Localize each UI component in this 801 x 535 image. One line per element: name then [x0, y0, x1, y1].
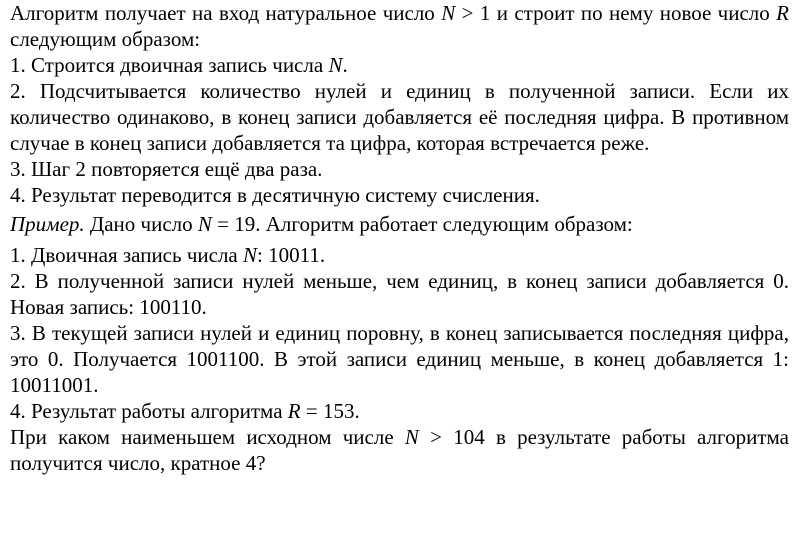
question-paragraph	[10, 424, 789, 476]
intro-paragraph	[10, 0, 789, 52]
example-text-2: = 19. Алгоритм работает следующим образом:	[211, 212, 633, 236]
intro-var-n: N	[441, 1, 456, 25]
example-step-1-prefix: 1. Двоичная запись числа	[10, 243, 243, 267]
intro-text-2: > 1 и строит по нему новое число	[455, 1, 777, 25]
example-step-1-suffix: : 10011.	[257, 243, 326, 267]
example-step-4-prefix: 4. Результат работы алгоритма	[10, 399, 288, 423]
example-text-1: Дано число	[84, 212, 198, 236]
step-2: 2. Подсчитывается количество нулей и единиц в полученной записи. Если их количество одинаково, в конец записи добавляется её последняя цифра. В противном случае в конец записи добавляется та цифра, которая встречается реже.	[10, 79, 789, 155]
example-step-3: 3. В текущей записи нулей и единиц поровну, в конец записывается последняя цифра, это 0. Получается 1001100. В этой записи единиц меньше, в конец добавляется 1: 10011001.	[10, 321, 789, 397]
example-step-4	[10, 398, 789, 424]
example-label: Пример.	[10, 212, 85, 236]
example-var-n: N	[197, 212, 212, 236]
step-1-suffix: .	[342, 53, 348, 77]
intro-text-3: следующим образом:	[10, 27, 201, 51]
example-step-4-suffix: = 153.	[300, 399, 360, 423]
example-heading	[10, 211, 789, 237]
step-1-prefix: 1. Строится двоичная запись числа	[10, 53, 329, 77]
example-step-4-var: R	[287, 399, 301, 423]
question-text-1: При каком наименьшем исходном числе	[10, 425, 405, 449]
step-3: 3. Шаг 2 повторяется ещё два раза.	[10, 157, 323, 181]
intro-text-1: Алгоритм получает на вход натуральное число	[10, 1, 442, 25]
step-1	[10, 52, 789, 78]
question-text-2: > 104 в результате работы алгоритма получится число, кратное 4?	[10, 425, 789, 475]
step-4: 4. Результат переводится в десятичную систему счисления.	[10, 183, 540, 207]
example-step-1	[10, 242, 789, 268]
question-var-n: N	[404, 425, 419, 449]
example-step-2: 2. В полученной записи нулей меньше, чем единиц, в конец записи добавляется 0. Новая запись: 100110.	[10, 269, 789, 319]
step-1-var: N	[328, 53, 343, 77]
example-step-1-var: N	[243, 243, 258, 267]
intro-var-r: R	[776, 1, 789, 25]
